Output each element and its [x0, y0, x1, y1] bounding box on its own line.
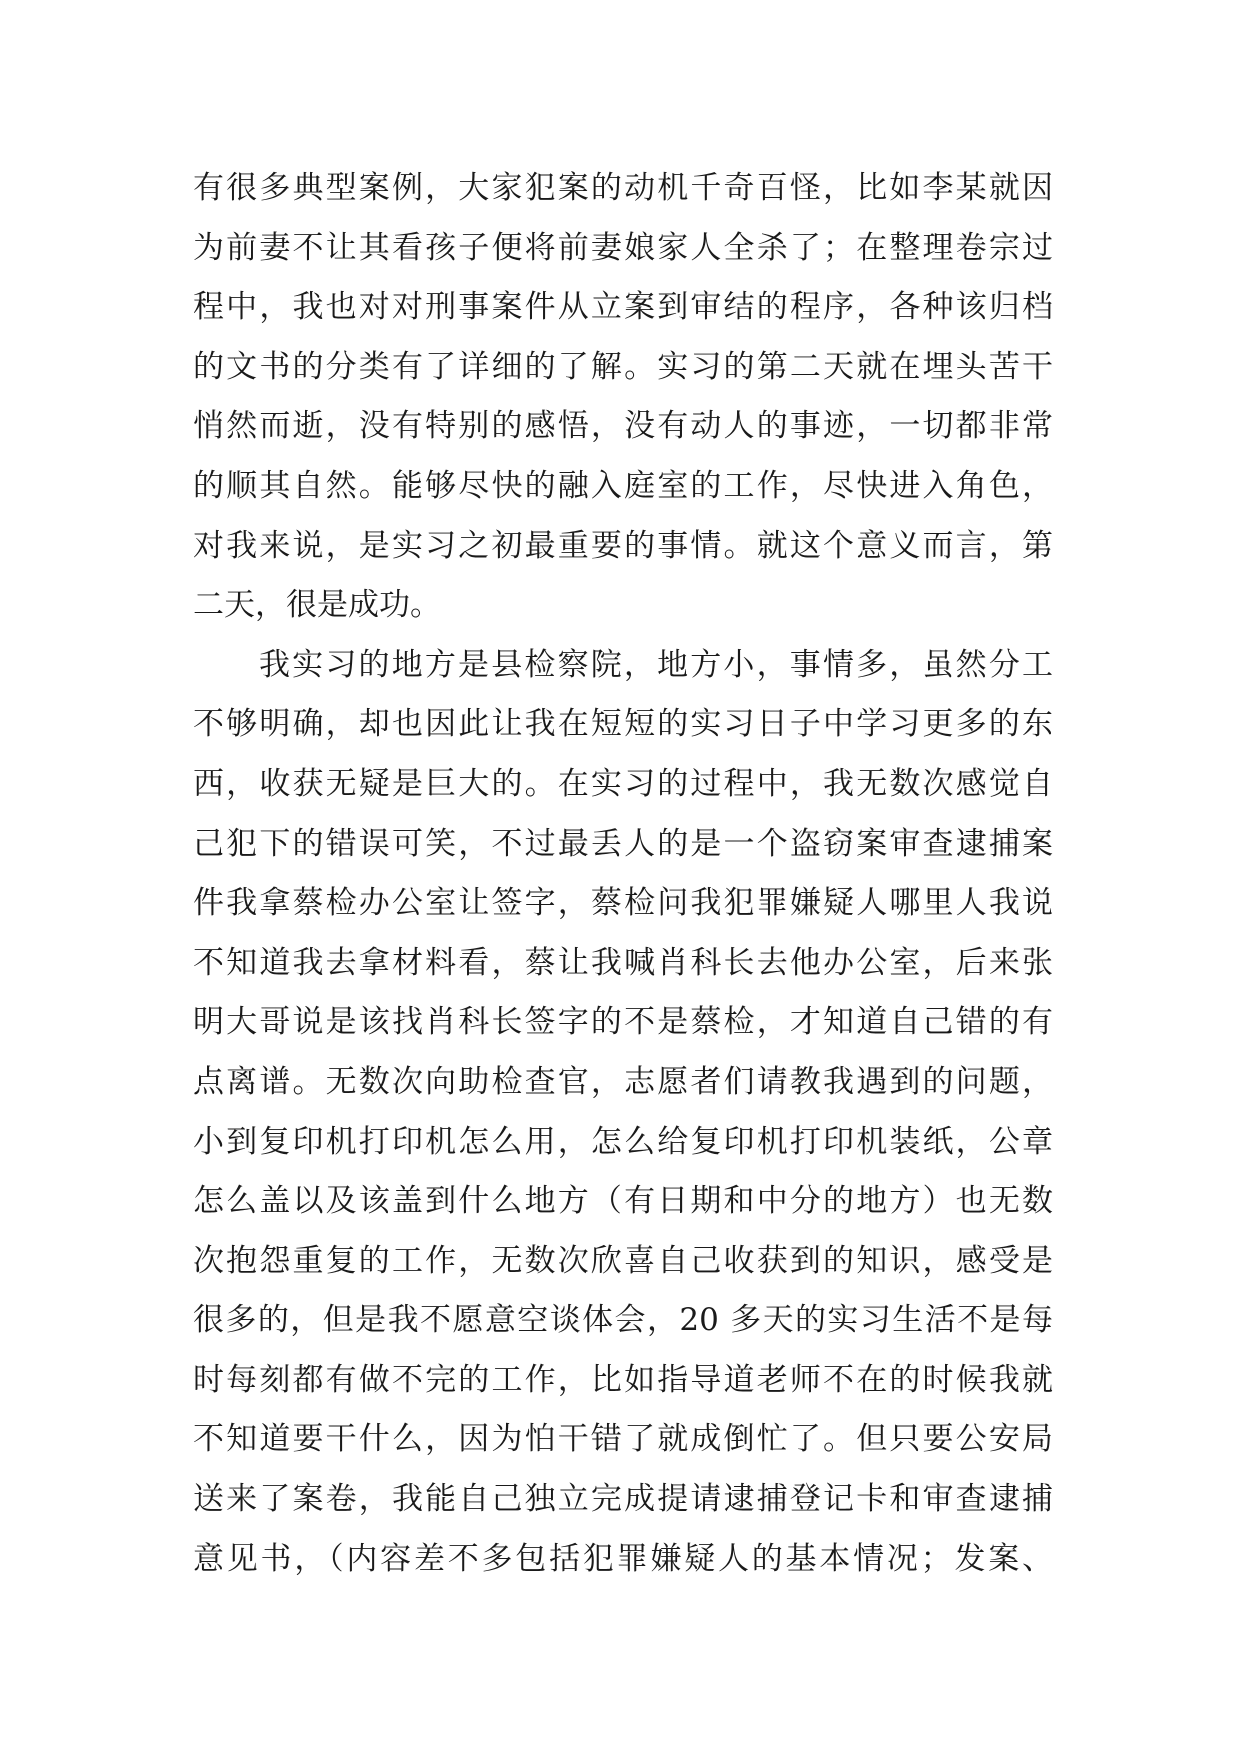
text-line: 为前妻不让其看孩子便将前妻娘家人全杀了；在整理卷宗过	[193, 229, 1053, 266]
text-line: 怎么盖以及该盖到什么地方（有日期和中分的地方）也无数	[193, 1183, 1053, 1220]
text-line: 小到复印机打印机怎么用，怎么给复印机打印机装纸，公章	[193, 1123, 1053, 1160]
text-line: 对我来说，是实习之初最重要的事情。就这个意义而言，第	[193, 527, 1053, 564]
text-line: 的顺其自然。能够尽快的融入庭室的工作，尽快进入角色，	[193, 467, 1053, 504]
text-line: 意见书，（内容差不多包括犯罪嫌疑人的基本情况；发案、	[193, 1540, 1053, 1577]
text-line: 我实习的地方是县检察院，地方小，事情多，虽然分工	[259, 646, 1053, 683]
text-line: 时每刻都有做不完的工作，比如指导道老师不在的时候我就	[193, 1361, 1053, 1398]
text-line: 不知道要干什么，因为怕干错了就成倒忙了。但只要公安局	[193, 1421, 1053, 1458]
text-line: 很多的，但是我不愿意空谈体会，20 多天的实习生活不是每	[193, 1302, 1053, 1339]
text-line: 己犯下的错误可笑，不过最丢人的是一个盗窃案审查逮捕案	[193, 825, 1053, 862]
text-line: 二天，很是成功。	[193, 587, 441, 624]
document-body	[193, 159, 1053, 1589]
text-line: 有很多典型案例，大家犯案的动机千奇百怪，比如李某就因	[193, 170, 1053, 206]
text-line: 不够明确，却也因此让我在短短的实习日子中学习更多的东	[193, 706, 1053, 743]
text-line: 悄然而逝，没有特别的感悟，没有动人的事迹，一切都非常	[193, 408, 1053, 445]
text-line: 明大哥说是该找肖科长签字的不是蔡检，才知道自己错的有	[193, 1004, 1053, 1041]
text-line: 点离谱。无数次向助检查官，志愿者们请教我遇到的问题，	[193, 1063, 1053, 1100]
text-line: 西，收获无疑是巨大的。在实习的过程中，我无数次感觉自	[193, 765, 1053, 802]
text-line: 件我拿蔡检办公室让签字，蔡检问我犯罪嫌疑人哪里人我说	[193, 885, 1053, 922]
text-line: 程中，我也对对刑事案件从立案到审结的程序，各种该归档	[193, 289, 1053, 326]
text-line: 的文书的分类有了详细的了解。实习的第二天就在埋头苦干	[193, 348, 1053, 385]
text-line: 次抱怨重复的工作，无数次欣喜自己收获到的知识，感受是	[193, 1242, 1053, 1279]
text-line: 不知道我去拿材料看，蔡让我喊肖科长去他办公室，后来张	[193, 944, 1053, 981]
text-line: 送来了案卷，我能自己独立完成提请逮捕登记卡和审查逮捕	[193, 1481, 1053, 1518]
